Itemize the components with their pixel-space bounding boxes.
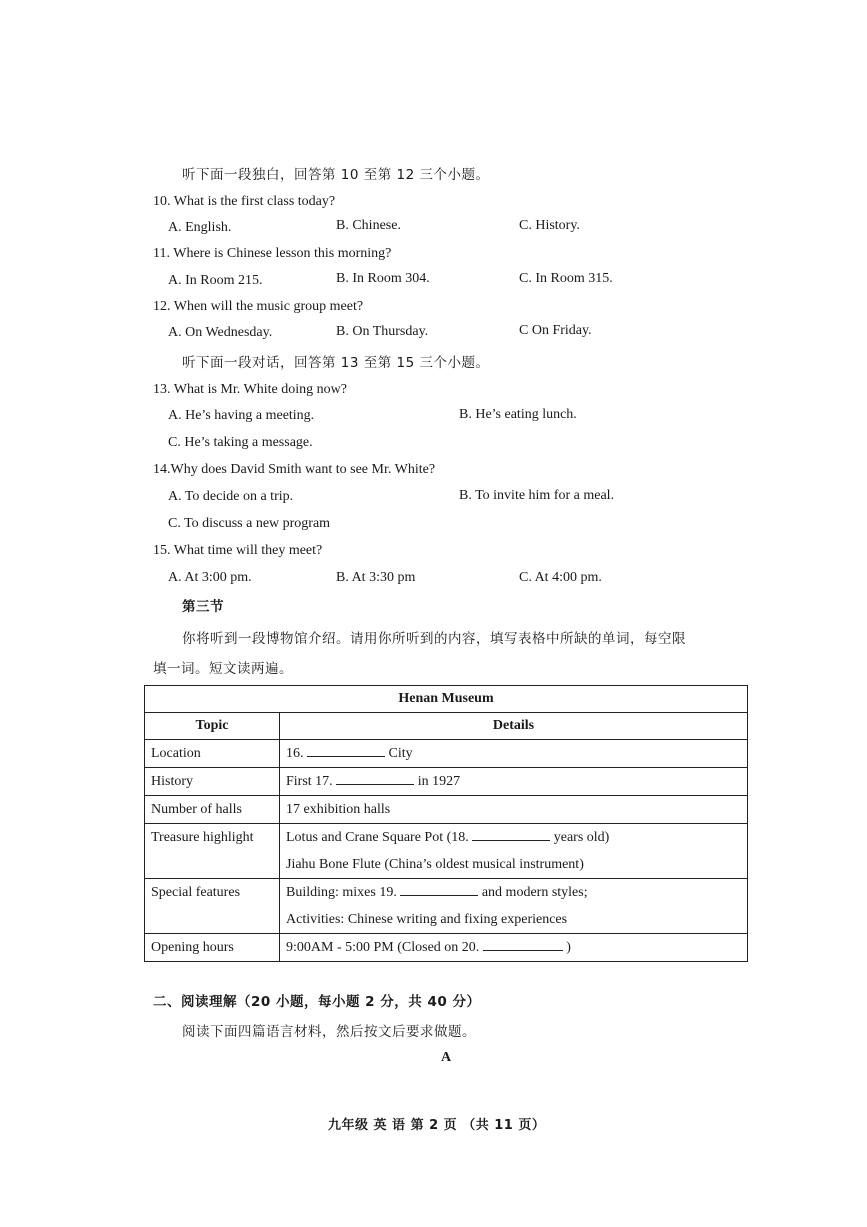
part3-instruction-line1: 你将听到一段博物馆介绍。请用你所听到的内容，填写表格中所缺的单词，每空限 <box>182 631 686 647</box>
answer-blank-17[interactable] <box>336 770 414 785</box>
table-row <box>145 740 748 768</box>
question-15-option-b: B. At 3:30 pm <box>336 570 416 585</box>
answer-blank-20[interactable] <box>483 936 563 951</box>
row-details <box>280 879 748 934</box>
row-details <box>280 740 748 768</box>
part3-heading: 第三节 <box>182 599 224 615</box>
row-topic: Location <box>145 740 280 768</box>
table-row <box>145 879 748 934</box>
question-11-option-a: A. In Room 215. <box>168 273 263 288</box>
table-row <box>145 824 748 879</box>
page-footer: 九年级 英 语 第 2 页 （共 11 页） <box>328 1118 546 1133</box>
question-12-option-a: A. On Wednesday. <box>168 325 273 340</box>
table-header-details: Details <box>280 713 748 740</box>
question-11-stem: 11. Where is Chinese lesson this morning? <box>153 246 392 261</box>
question-12-option-b: B. On Thursday. <box>336 324 429 339</box>
answer-blank-18[interactable] <box>472 826 550 841</box>
table-header-topic: Topic <box>145 713 280 740</box>
row-details <box>280 934 748 962</box>
detail-text: Lotus and Crane Square Pot (18. <box>286 830 469 845</box>
section2-instruction: 听下面一段对话，回答第 13 至第 15 三个小题。 <box>182 355 490 371</box>
detail-text: First 17. <box>286 774 333 789</box>
reading-instruction: 阅读下面四篇语言材料，然后按文后要求做题。 <box>182 1024 476 1040</box>
question-10-option-b: B. Chinese. <box>336 218 401 233</box>
row-topic: History <box>145 768 280 796</box>
detail-text: Jiahu Bone Flute (China’s oldest musical instrument) <box>286 857 584 872</box>
question-15-stem: 15. What time will they meet? <box>153 543 323 558</box>
question-13-option-a: A. He’s having a meeting. <box>168 408 315 423</box>
detail-text: 16. <box>286 746 304 761</box>
detail-text: Building: mixes 19. <box>286 885 397 900</box>
question-15-option-a: A. At 3:00 pm. <box>168 570 252 585</box>
question-13-stem: 13. What is Mr. White doing now? <box>153 382 347 397</box>
question-13-option-b: B. He’s eating lunch. <box>459 407 577 422</box>
question-12-stem: 12. When will the music group meet? <box>153 299 364 314</box>
detail-text: and modern styles; <box>481 885 588 900</box>
detail-text: City <box>388 746 413 761</box>
detail-text: 9:00AM - 5:00 PM (Closed on 20. <box>286 940 480 955</box>
table-row <box>145 768 748 796</box>
detail-text: in 1927 <box>417 774 461 789</box>
question-14-option-c: C. To discuss a new program <box>168 516 331 531</box>
row-topic: Number of halls <box>145 796 280 824</box>
museum-table-title: Henan Museum <box>145 686 748 713</box>
row-details <box>280 824 748 879</box>
question-11-option-b: B. In Room 304. <box>336 271 430 286</box>
table-row <box>145 934 748 962</box>
question-15-option-c: C. At 4:00 pm. <box>519 570 602 585</box>
question-11-option-c: C. In Room 315. <box>519 271 613 286</box>
part3-instruction-line2: 填一词。短文读两遍。 <box>153 661 293 677</box>
question-12-option-c: C On Friday. <box>519 323 592 338</box>
section1-instruction: 听下面一段独白，回答第 10 至第 12 三个小题。 <box>182 167 490 183</box>
answer-blank-19[interactable] <box>400 881 478 896</box>
question-10-stem: 10. What is the first class today? <box>153 194 336 209</box>
passage-label: A <box>441 1050 452 1065</box>
question-14-option-b: B. To invite him for a meal. <box>459 488 615 503</box>
table-row <box>145 796 748 824</box>
museum-table <box>144 685 748 962</box>
detail-text: years old) <box>553 830 610 845</box>
row-details: 17 exhibition halls <box>280 796 748 824</box>
answer-blank-16[interactable] <box>307 742 385 757</box>
reading-heading: 二、阅读理解（20 小题，每小题 2 分，共 40 分） <box>153 994 481 1010</box>
question-10-option-c: C. History. <box>519 218 580 233</box>
row-topic: Treasure highlight <box>145 824 280 879</box>
detail-text: ) <box>566 940 571 955</box>
row-details <box>280 768 748 796</box>
question-14-stem: 14.Why does David Smith want to see Mr. White? <box>153 462 436 477</box>
row-topic: Special features <box>145 879 280 934</box>
row-topic: Opening hours <box>145 934 280 962</box>
question-13-option-c: C. He’s taking a message. <box>168 435 313 450</box>
question-10-option-a: A. English. <box>168 220 232 235</box>
question-14-option-a: A. To decide on a trip. <box>168 489 294 504</box>
detail-text: Activities: Chinese writing and fixing experiences <box>286 912 568 927</box>
